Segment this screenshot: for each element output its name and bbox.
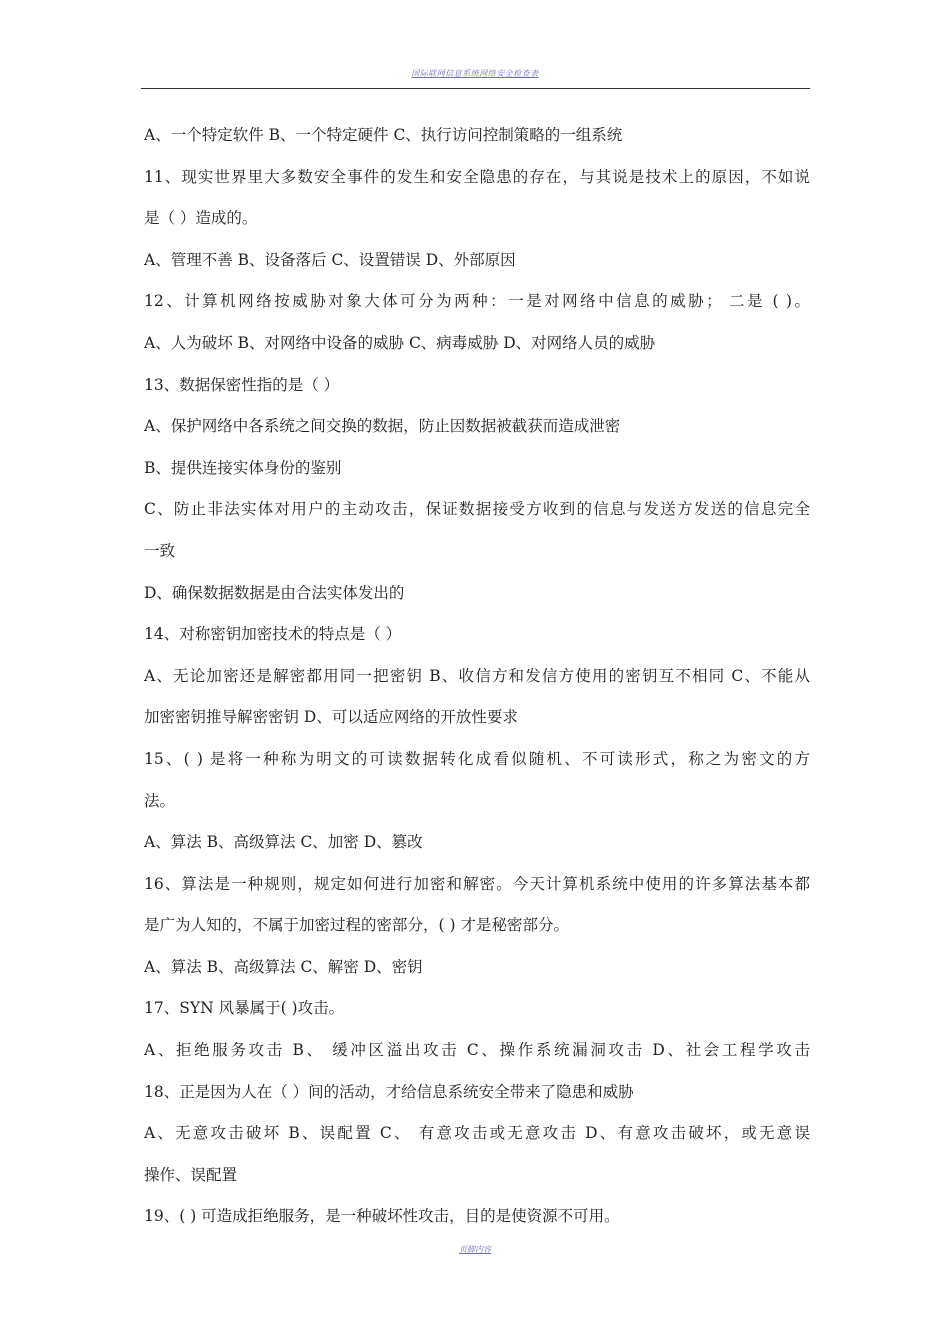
text-line: A、无意攻击破坏 B、误配置 C、 有意攻击或无意攻击 D、有意攻击破坏，或无意误 <box>144 1124 810 1143</box>
text-line: B、提供连接实体身份的鉴别 <box>144 458 342 477</box>
text-line: 19、( ) 可造成拒绝服务，是一种破坏性攻击，目的是使资源不可用。 <box>144 1207 620 1226</box>
text-line: A、人为破坏 B、对网络中设备的威胁 C、病毒威胁 D、对网络人员的威胁 <box>144 333 656 352</box>
text-line: 法。 <box>144 791 176 810</box>
text-line: 15、( ) 是将一种称为明文的可读数据转化成看似随机、不可读形式，称之为密文的方 <box>144 749 810 768</box>
text-line: 12、计算机网络按威胁对象大体可分为两种：一是对网络中信息的威胁； 二是 ( )。 <box>144 292 810 311</box>
text-line: A、算法 B、高级算法 C、解密 D、密钥 <box>144 957 423 976</box>
text-line: C、防止非法实体对用户的主动攻击，保证数据接受方收到的信息与发送方发送的信息完全 <box>144 500 810 519</box>
text-line: A、拒绝服务攻击 B、 缓冲区溢出攻击 C、操作系统漏洞攻击 D、社会工程学攻击 <box>144 1041 810 1060</box>
text-line: 13、数据保密性指的是（ ） <box>144 375 340 394</box>
text-line: A、管理不善 B、设备落后 C、设置错误 D、外部原因 <box>144 250 516 269</box>
text-line: 加密密钥推导解密密钥 D、可以适应网络的开放性要求 <box>144 708 518 727</box>
text-line: A、无论加密还是解密都用同一把密钥 B、收信方和发信方使用的密钥互不相同 C、不能从 <box>144 666 810 685</box>
text-line: 14、对称密钥加密技术的特点是（ ） <box>144 625 402 644</box>
text-line: 操作、误配置 <box>144 1165 238 1184</box>
text-line: A、算法 B、高级算法 C、加密 D、篡改 <box>144 833 423 852</box>
text-line: 一致 <box>144 541 176 560</box>
document-body <box>144 115 810 1238</box>
text-line: D、确保数据数据是由合法实体发出的 <box>144 583 405 602</box>
text-line: A、一个特定软件 B、一个特定硬件 C、执行访问控制策略的一组系统 <box>144 126 623 144</box>
page-footer: 页脚内容 <box>459 1245 491 1254</box>
text-line: 18、正是因为人在（ ）间的活动，才给信息系统安全带来了隐患和威胁 <box>144 1082 634 1101</box>
text-line: 是广为人知的，不属于加密过程的密部分，( ) 才是秘密部分。 <box>144 916 569 935</box>
text-line: 是（ ）造成的。 <box>144 209 258 228</box>
text-line: 16、算法是一种规则，规定如何进行加密和解密。今天计算机系统中使用的许多算法基本都 <box>144 874 810 893</box>
text-line: 11、现实世界里大多数安全事件的发生和安全隐患的存在，与其说是技术上的原因，不如说 <box>144 167 810 186</box>
text-line: 17、SYN 风暴属于( )攻击。 <box>144 999 345 1018</box>
text-line: A、保护网络中各系统之间交换的数据，防止因数据被截获而造成泄密 <box>144 417 621 436</box>
header-divider <box>141 88 810 89</box>
page-header: 国际联网信息系统网络安全检查表 <box>411 69 539 78</box>
